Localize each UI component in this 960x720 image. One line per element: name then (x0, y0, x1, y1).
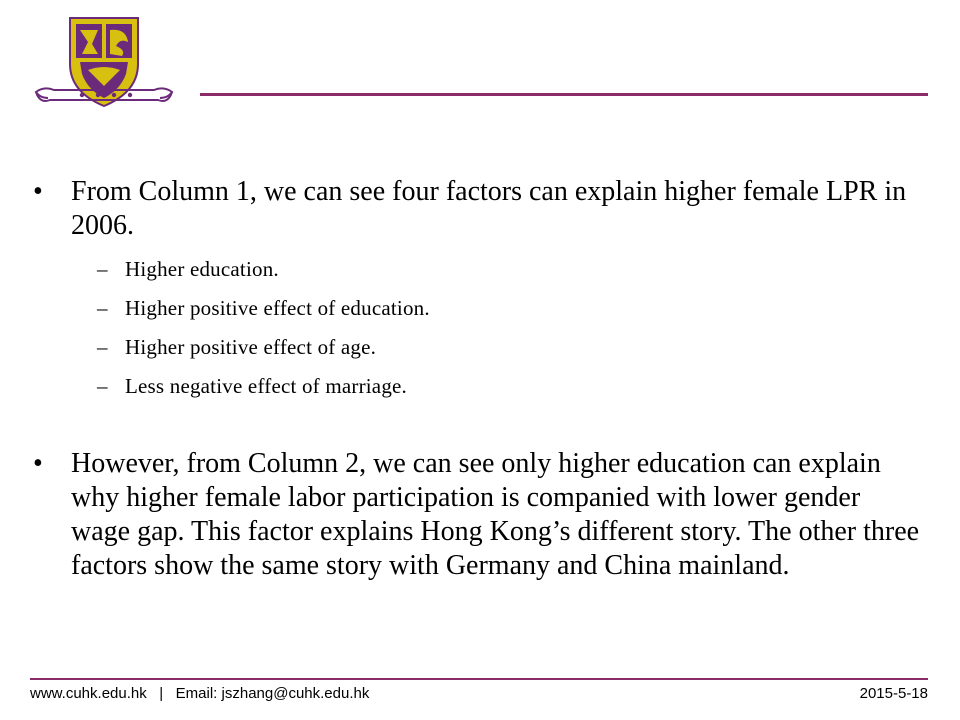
sub-item-text: Higher positive effect of education. (125, 296, 430, 320)
bullet-text: From Column 1, we can see four factors can explain higher female LPR in 2006. (71, 176, 907, 241)
sub-list-item (71, 374, 920, 399)
email-link[interactable]: Email: jszhang@cuhk.edu.hk (175, 685, 370, 702)
sub-item-text: Higher education. (125, 257, 279, 281)
footer-separator: | (159, 685, 164, 702)
dash-marker: – (97, 374, 108, 398)
sub-item-text: Higher positive effect of age. (125, 335, 377, 359)
header-divider (200, 93, 928, 96)
footer-divider (30, 678, 928, 680)
sub-list (71, 257, 920, 399)
sub-item-text: Less negative effect of marriage. (125, 374, 407, 398)
bullet-marker: • (33, 448, 43, 479)
slide-date: 2015-5-18 (859, 685, 928, 702)
cuhk-crest-icon (30, 14, 178, 114)
footer-contact (30, 685, 369, 702)
sub-list-item (71, 296, 920, 321)
footer (30, 685, 928, 705)
dash-marker: – (97, 335, 108, 359)
sub-list-item (71, 257, 920, 282)
website-link[interactable]: www.cuhk.edu.hk (30, 685, 147, 702)
dash-marker: – (97, 257, 108, 281)
bullet-marker: • (33, 176, 43, 207)
bullet-text: However, from Column 2, we can see only higher education can explain why higher female labor participation is companied with lower gender wage gap. This factor explains Hong Kong’s different story. The other three factors show the same story with Germany and China mainland. (71, 448, 920, 581)
dash-marker: – (97, 296, 108, 320)
sub-list-item (71, 335, 920, 360)
slide-content (30, 175, 920, 583)
bullet-item (30, 447, 920, 583)
bullet-item (30, 175, 920, 399)
